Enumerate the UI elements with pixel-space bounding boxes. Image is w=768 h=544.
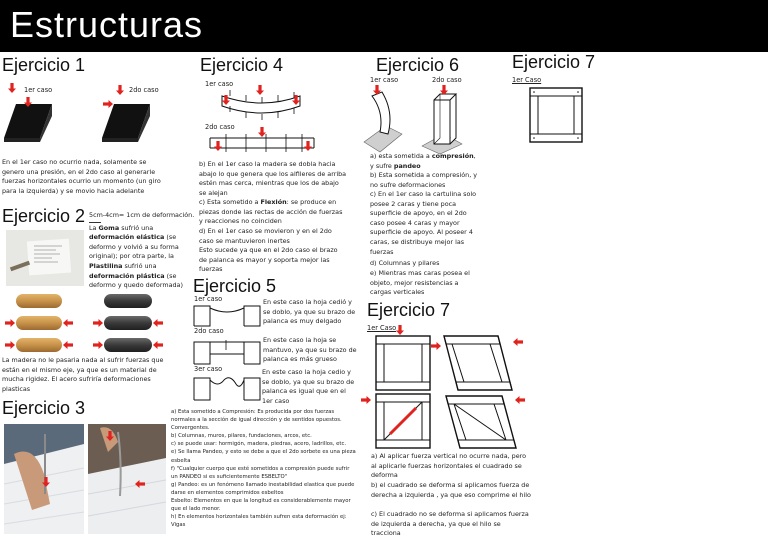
ex5-note-b: b) Columnas, muros, pilares, fundaciones, arcos, etc. — [171, 433, 312, 440]
ex4-c-pre: c) Esta sometido a — [199, 198, 259, 206]
ex6-e-text: e) Mientras mas caras posea el objeto, mejor resistencias a cargas verticales — [370, 269, 470, 297]
ex5-case2-text: En este caso la hoja se mantuvo, ya que su brazo de palanca es más grueso — [263, 336, 357, 364]
ex2-p3: (se deformo y volvió a su forma original); por otra parte, la — [89, 233, 179, 261]
ex7-top-case1-label: 1er Caso — [512, 76, 542, 84]
ex6-a-bold1: compresión — [431, 152, 474, 160]
ex2-p4: sufrió una — [124, 261, 157, 270]
ex4-e-text: Esto sucede ya que en el 2do caso el brazo de palanca es mayor y soporta mejor las fuerzas — [199, 246, 338, 274]
ex4-c-bold: Flexión — [260, 198, 287, 206]
ex7-a-text: a) Al aplicar fuerza vertical no ocurre nada, pero al aplicarle fuerzas horizontales el cuadrado se deforma — [371, 452, 527, 480]
ex4-case2-label: 2do caso — [205, 123, 235, 131]
ex5-case3-label: 3er caso — [194, 365, 223, 373]
ex2-rule — [89, 222, 101, 223]
ex3-heading: Ejercicio 3 — [2, 398, 86, 418]
ex1-case2-label: 2do caso — [129, 86, 159, 94]
ex4-heading: Ejercicio 4 — [200, 55, 284, 75]
ex2-bottom-text: La madera no le pasaria nada al sufrir fuerzas que están en el mismo eje, ya que es un material de mucha rigidez. El acero sufriría deformaciones plasticas — [2, 356, 164, 393]
page-title: Estructuras — [10, 4, 204, 45]
ex4-c-post: : se produce en piezas donde las rectas de acción de fuerzas y reacciones no coinciden — [199, 198, 343, 226]
title-bar — [0, 0, 768, 52]
ex2-def-plastica: deformación plástica — [89, 271, 165, 280]
ex2-goma: Goma — [98, 223, 120, 232]
ex5-note-g: g) Pandeo: es un fenómeno llamado inestabilidad elastica que puede darse en elementos comprimidos esbeltos — [171, 481, 355, 496]
ex4-b-text: b) En el 1er caso la madera se dobla hacia abajo lo que genera que los alfileres de arriba estén mas cerca, mientras que los de abajo se alejan — [199, 160, 347, 197]
ex2-heading: Ejercicio 2 — [2, 206, 86, 226]
ex1-heading: Ejercicio 1 — [2, 55, 86, 75]
ex2-intro: 5cm-4cm= 1cm de deformación. — [89, 211, 195, 219]
ex4-d-text: d) En el 1er caso se movieron y en el 2do caso se mantuvieron inertes — [199, 227, 332, 245]
ex6-a-mid: , y sufre — [370, 152, 476, 170]
ex7-case1-label: 1er Caso — [367, 324, 397, 332]
ex4-beam-illustration — [196, 82, 346, 162]
ex2-cylinders-illustration — [0, 288, 170, 356]
ex7-b-text: b) el cuadrado se deforma si aplicamos fuerza de derecha a izquierda , ya que eso comprime el hilo — [371, 481, 531, 499]
ex2-photo-paper — [6, 230, 84, 286]
ex5-notes — [171, 408, 357, 529]
ex6-a-bold2: pandeo — [393, 161, 421, 170]
ex5-case3-text: En este caso la hoja cedio y se doblo, ya que su brazo de palanca es igual que en el 1er caso — [262, 368, 355, 405]
ex5-heading: Ejercicio 5 — [193, 276, 277, 296]
ex7-frames-illustration — [362, 322, 532, 452]
ex6-a-pre: a) esta sometida a — [370, 152, 430, 160]
ex2-plastilina: Plastilina — [89, 261, 123, 270]
ex2-text — [89, 211, 197, 291]
ex4-c-text — [199, 198, 347, 227]
ex4-case1-label: 1er caso — [205, 80, 234, 88]
ex7-c-text: c) El cuadrado no se deforma si aplicamos fuerza de izquierda a derecha, ya que el hilo se tracciona — [371, 510, 529, 538]
ex6-d-text: d) Columnas y pilares — [370, 259, 440, 267]
ex6-heading: Ejercicio 6 — [376, 55, 460, 75]
ex5-note-f: f) "Cualquier cuerpo que esté sometidos a compresión puede sufrir un PANDEO si es suficientemente ESBELTO" — [171, 465, 350, 480]
ex2-p2: sufrió una — [121, 223, 154, 232]
ex6-a-text — [370, 152, 478, 171]
ex1-blocks-illustration — [0, 78, 160, 148]
ex3-photo-2 — [88, 424, 166, 534]
ex1-text: En el 1er caso no ocurrio nada, solamente se genero una presión, en el 2do caso al generarle fuerzas horizontales ocurrio un momento (un giro para la izquierda) y se movio hacia adelante — [2, 158, 161, 195]
ex1-case1-label: 1er caso — [24, 86, 53, 94]
ex7-top-heading: Ejercicio 7 — [512, 52, 596, 72]
ex2-def-elastica: deformación elástica — [89, 233, 165, 242]
ex6-b-text: b) Esta sometida a compresión, y no sufre deformaciones — [370, 171, 478, 189]
ex5-note-h: h) En elementos horizontales también sufren esta deformación ej: Vigas — [171, 514, 347, 529]
ex6-cardboard-illustration — [362, 82, 482, 154]
ex6-case1-label: 1er caso — [370, 76, 399, 84]
ex3-photo-1 — [4, 424, 84, 534]
ex5-case1-label: 1er caso — [194, 295, 223, 303]
ex5-supports-illustration — [192, 296, 264, 408]
ex6-case2-label: 2do caso — [432, 76, 462, 84]
ex5-note-a: a) Esta sometido a Compresión: Es producida por dos fuerzas normales a la sección de igual dirección y de sentidos opuestos. Convergentes. — [171, 409, 342, 432]
ex7-heading: Ejercicio 7 — [367, 300, 451, 320]
ex5-note-esbelto: Esbelto: Elementos en que la longitud es considerablemente mayor que el lado menor. — [171, 498, 351, 513]
ex5-note-e: e) Se llama Pandeo, y esto se debe a que el 2do sorbete es una pieza esbelta — [171, 449, 356, 464]
ex7-top-frame-illustration — [528, 86, 586, 146]
ex2-p1: La — [89, 223, 97, 232]
ex2-p5: (se deformo y quedo deformada) — [89, 271, 183, 290]
ex6-c-text: c) En el 1er caso la cartulina solo posee 2 caras y tiene poca superficie de apoyo, en el 2do caso posee 4 caras y mayor superficie de apoyo. Al poseer 4 caras, se distribuye mejor las fuerzas — [370, 190, 477, 256]
ex5-case2-label: 2do caso — [194, 327, 224, 335]
ex5-note-c: c) se puede usar: hormigón, madera, piedras, acero, ladrillos, etc. — [171, 441, 347, 448]
ex5-case1-text: En este caso la hoja cedió y se doblo, ya que su brazo de palanca es muy delgado — [263, 298, 356, 326]
